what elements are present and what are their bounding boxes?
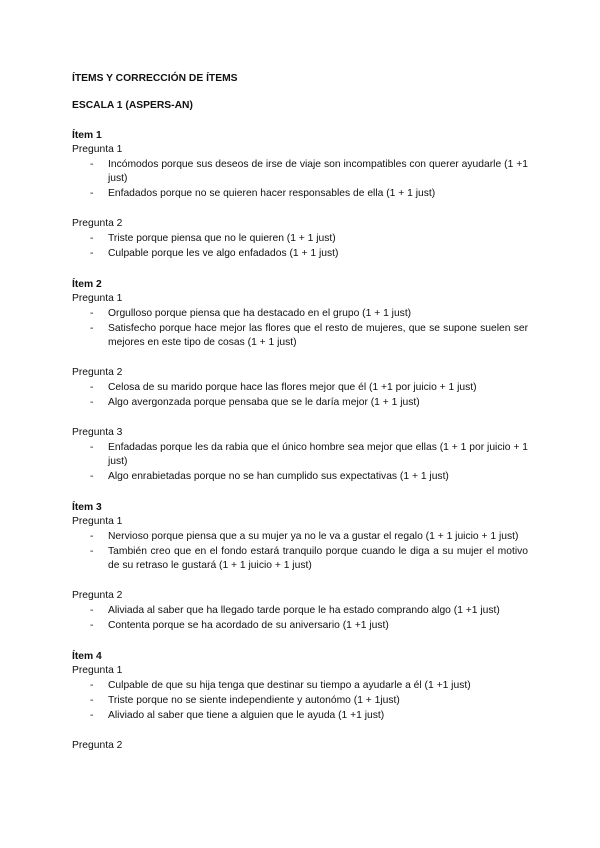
question-label: Pregunta 1 — [72, 665, 123, 676]
answer-text: Culpable de que su hija tenga que destinar su tiempo a ayudarle a él (1 +1 just) — [108, 680, 471, 691]
answer-text: Enfadados porque no se quieren hacer responsables de ella (1 + 1 just) — [108, 188, 436, 199]
answer-item — [72, 709, 528, 723]
item-section — [72, 278, 528, 484]
answer-list — [72, 679, 528, 723]
item-section — [72, 129, 528, 261]
scale-title: ESCALA 1 (ASPERS-AN) — [72, 100, 193, 111]
answer-list — [72, 441, 528, 484]
question-block — [72, 664, 528, 723]
dash-bullet-icon: - — [90, 323, 94, 334]
answer-item — [72, 232, 528, 246]
question-label: Pregunta 1 — [72, 293, 123, 304]
dash-bullet-icon: - — [90, 188, 94, 199]
answer-item — [72, 381, 528, 395]
answer-item — [72, 470, 528, 484]
dash-bullet-icon: - — [90, 442, 94, 453]
dash-bullet-icon: - — [90, 680, 94, 691]
dash-bullet-icon: - — [90, 397, 94, 408]
question-label: Pregunta 3 — [72, 427, 123, 438]
answer-item — [72, 694, 528, 708]
answer-item — [72, 322, 528, 350]
items-list — [72, 129, 528, 753]
dash-bullet-icon: - — [90, 248, 94, 259]
question-label: Pregunta 1 — [72, 144, 123, 155]
item-title: Ítem 2 — [72, 279, 102, 290]
dash-bullet-icon: - — [90, 695, 94, 706]
answer-list — [72, 381, 528, 410]
answer-item — [72, 158, 528, 186]
answer-text: Celosa de su marido porque hace las flores mejor que él (1 +1 por juicio + 1 just) — [108, 382, 477, 393]
answer-list — [72, 232, 528, 261]
question-block — [72, 589, 528, 633]
question-block — [72, 739, 528, 753]
dash-bullet-icon: - — [90, 471, 94, 482]
answer-item — [72, 619, 528, 633]
question-block — [72, 292, 528, 350]
answer-text: Culpable porque les ve algo enfadados (1 + 1 just) — [108, 248, 339, 259]
answer-list — [72, 604, 528, 633]
answer-item — [72, 679, 528, 693]
answer-list — [72, 158, 528, 201]
answer-text: Algo enrabietadas porque no se han cumplido sus expectativas (1 + 1 just) — [108, 471, 449, 482]
answer-text: Contenta porque se ha acordado de su aniversario (1 +1 just) — [108, 620, 389, 631]
answer-text: Aliviada al saber que ha llegado tarde porque le ha estado comprando algo (1 +1 just) — [108, 605, 500, 616]
answer-text: Orgulloso porque piensa que ha destacado en el grupo (1 + 1 just) — [108, 308, 412, 319]
item-title: Ítem 1 — [72, 130, 102, 141]
dash-bullet-icon: - — [90, 233, 94, 244]
dash-bullet-icon: - — [90, 308, 94, 319]
answer-text: Nervioso porque piensa que a su mujer ya no le va a gustar el regalo (1 + 1 juicio + 1 just) — [108, 531, 519, 542]
dash-bullet-icon: - — [90, 546, 94, 557]
question-label: Pregunta 2 — [72, 740, 123, 751]
question-block — [72, 143, 528, 201]
answer-text: Satisfecho porque hace mejor las flores que el resto de mujeres, que se supone suelen ser mejores en este tipo de cosas (1 + 1 just) — [108, 323, 528, 348]
dash-bullet-icon: - — [90, 620, 94, 631]
answer-item — [72, 247, 528, 261]
question-label: Pregunta 2 — [72, 367, 123, 378]
answer-text: Triste porque no se siente independiente y autonómo (1 + 1just) — [108, 695, 400, 706]
question-block — [72, 366, 528, 410]
answer-text: También creo que en el fondo estará tranquilo porque cuando le diga a su mujer el motivo de su retraso le gustará (1 + 1 juicio + 1 just) — [108, 546, 528, 571]
item-section — [72, 501, 528, 633]
answer-item — [72, 604, 528, 618]
answer-text: Incómodos porque sus deseos de irse de viaje son incompatibles con querer ayudarle (1 +1 just) — [108, 159, 528, 184]
dash-bullet-icon: - — [90, 605, 94, 616]
answer-item — [72, 187, 528, 201]
document-title: ÍTEMS Y CORRECCIÓN DE ÍTEMS — [72, 73, 238, 84]
item-title: Ítem 4 — [72, 651, 102, 662]
document-content — [72, 72, 528, 753]
answer-text: Triste porque piensa que no le quieren (1 + 1 just) — [108, 233, 336, 244]
answer-list — [72, 530, 528, 573]
dash-bullet-icon: - — [90, 159, 94, 170]
item-section — [72, 650, 528, 753]
answer-text: Algo avergonzada porque pensaba que se le daría mejor (1 + 1 just) — [108, 397, 420, 408]
question-block — [72, 426, 528, 484]
answer-item — [72, 441, 528, 469]
answer-list — [72, 307, 528, 350]
answer-text: Enfadadas porque les da rabia que el único hombre sea mejor que ellas (1 + 1 por juicio + 1 just) — [108, 442, 528, 467]
dash-bullet-icon: - — [90, 531, 94, 542]
item-title: Ítem 3 — [72, 502, 102, 513]
question-label: Pregunta 1 — [72, 516, 123, 527]
answer-item — [72, 307, 528, 321]
question-label: Pregunta 2 — [72, 218, 123, 229]
dash-bullet-icon: - — [90, 710, 94, 721]
dash-bullet-icon: - — [90, 382, 94, 393]
answer-item — [72, 530, 528, 544]
answer-item — [72, 545, 528, 573]
question-label: Pregunta 2 — [72, 590, 123, 601]
answer-text: Aliviado al saber que tiene a alguien que le ayuda (1 +1 just) — [108, 710, 385, 721]
answer-item — [72, 396, 528, 410]
question-block — [72, 515, 528, 573]
question-block — [72, 217, 528, 261]
